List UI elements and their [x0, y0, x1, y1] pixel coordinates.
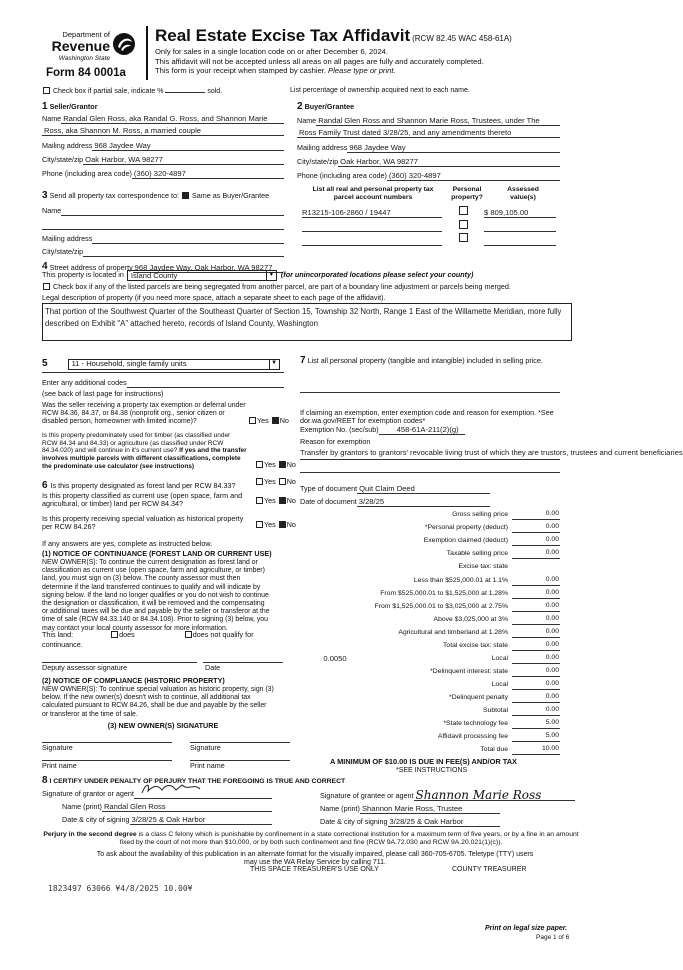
- sec6-q1-no-checkbox[interactable]: [279, 478, 286, 485]
- reason-line: Transfer by grantors to grantors' revocable living trust of which they are trustors, trustees and current beneficiaries: [300, 447, 560, 460]
- grantor-signature[interactable]: [134, 781, 272, 799]
- header-divider: [146, 26, 148, 80]
- seller-name-label: Name: [42, 114, 62, 124]
- seller-name-row: [42, 114, 284, 124]
- buyer-city-label: City/state/zip: [297, 157, 339, 167]
- doc-type-label: Type of document: [300, 484, 358, 494]
- grantee-sig-row: [320, 788, 575, 802]
- grantee-date-row: [320, 817, 500, 827]
- chevron-down-icon: ▼: [269, 359, 279, 370]
- assessed-h3: Assessed: [507, 186, 539, 193]
- use-code-row: [42, 358, 280, 370]
- t4-value[interactable]: 0.00: [512, 615, 560, 624]
- legal-label: Legal description of property (if you need more space, attach a separate sheet to each page of the affidavit).: [42, 293, 386, 302]
- calc-t1: [300, 576, 560, 586]
- t3-value[interactable]: 0.00: [512, 602, 560, 611]
- header-sub2: This affidavit will not be accepted unless all areas on all pages are fully and accurately completed.: [155, 56, 484, 66]
- header-sub3: [155, 66, 484, 76]
- sec5-q2b: If yes and the transfer involves multiple parcels with different classifications, complete the predominate use calculator (see instructions): [42, 447, 247, 470]
- t2-value[interactable]: 0.00: [512, 589, 560, 598]
- calc-t4: [300, 615, 560, 625]
- partial-sale-label: Check box if partial sale, indicate %: [52, 88, 164, 95]
- total-label: Total due: [480, 746, 508, 754]
- assessed-line-3[interactable]: [484, 245, 556, 246]
- sec5-q1-answers: [248, 417, 289, 426]
- sec6-n2-title: (2) NOTICE OF COMPLIANCE (HISTORIC PROPERTY): [42, 676, 225, 685]
- grantor-date-label: Date & city of signing: [62, 815, 130, 825]
- calc-local: [300, 654, 560, 664]
- partial-percent-input[interactable]: [165, 92, 205, 93]
- calc-personal: [300, 523, 560, 533]
- t4-label: Above $3,025,000 at 3%: [433, 616, 508, 624]
- taxable-value[interactable]: 0.00: [512, 549, 560, 558]
- partial-sold-label: sold.: [207, 88, 223, 95]
- seller-city-value[interactable]: Oak Harbor, WA 98277: [83, 155, 284, 165]
- personal-label: *Personal property (deduct): [424, 524, 508, 532]
- no-label: No: [286, 460, 296, 469]
- sec6-q3-yes-checkbox[interactable]: [256, 521, 263, 528]
- calc-delinq-local: [300, 680, 560, 690]
- personal-checkbox-3[interactable]: [459, 233, 468, 242]
- tech-label: *State technology fee: [443, 720, 508, 728]
- t1-value[interactable]: 0.00: [512, 576, 560, 585]
- ownership-note: List percentage of ownership acquired next to each name.: [290, 87, 470, 94]
- sec5-q2-yes-checkbox[interactable]: [256, 461, 263, 468]
- add-codes-input[interactable]: [127, 387, 284, 388]
- corr-city-label: City/state/zip: [42, 247, 84, 257]
- seller-name-line2[interactable]: Ross, aka Shannon M. Ross, a married couple: [42, 126, 284, 136]
- calc-total-state: [300, 641, 560, 651]
- this-land-label: This land:: [42, 630, 74, 639]
- alt-format-notice: To ask about the availability of this publication in an alternate format for the visually impaired, please call 360-705-6705. Teletype (TTY) users may use the WA Relay Service by calling 711.: [96, 851, 534, 867]
- no-label: No: [286, 520, 296, 529]
- buyer-phone-label: Phone (including area code): [297, 171, 387, 181]
- personal-checkbox-2[interactable]: [459, 220, 468, 229]
- calc-total: [300, 745, 560, 755]
- buyer-name-label: Name: [297, 116, 317, 126]
- excise-label: Excise tax: state: [458, 563, 508, 571]
- form-title: Real Estate Excise Tax Affidavit: [155, 26, 411, 45]
- calc-tech: [300, 719, 560, 729]
- gross-label: Gross selling price: [452, 511, 508, 519]
- personal-property-line[interactable]: [300, 392, 560, 393]
- legal-paper-note: Print on legal size paper.: [485, 925, 568, 932]
- seller-mail-label: Mailing address: [42, 141, 93, 151]
- sec5-q2: [42, 432, 247, 470]
- assessed-h3b: value(s): [510, 194, 536, 202]
- doc-type-row: [300, 484, 490, 494]
- dept-line3: Washington State: [58, 54, 110, 62]
- minimum-notice: A MINIMUM OF $10.00 IS DUE IN FEE(S) AND/OR TAX: [330, 757, 517, 766]
- assessed-line-2[interactable]: [484, 231, 556, 232]
- calc-t2: [300, 589, 560, 599]
- buyer-city-value[interactable]: Oak Harbor, WA 98277: [338, 157, 560, 167]
- no-label: No: [286, 496, 296, 505]
- sec5-q1-yes-checkbox[interactable]: [249, 417, 256, 424]
- buyer-name-row2: [297, 128, 560, 138]
- total-state-value[interactable]: 0.00: [512, 641, 560, 650]
- grantee-signature[interactable]: Shannon Marie Ross: [414, 790, 575, 801]
- deputy-date-label: Date: [205, 663, 221, 672]
- reason-label: Reason for exemption: [300, 437, 371, 446]
- doc-date-value[interactable]: 3/28/25: [357, 497, 490, 507]
- parcel-h1: List all real and personal property tax: [312, 186, 434, 193]
- calc-t3: [300, 602, 560, 612]
- continuance-label: continuance.: [42, 640, 83, 649]
- use-code-select[interactable]: [68, 359, 280, 370]
- buyer-name-line1[interactable]: Randal Glen Ross and Shannon Marie Ross, Trustees, under The: [316, 116, 560, 126]
- street-value[interactable]: 968 Jaydee Way, Oak Harbor, WA 98277: [133, 263, 283, 273]
- delinq-local-value[interactable]: 0.00: [512, 680, 560, 689]
- sec6-if-any: If any answers are yes, complete as instructed below.: [42, 539, 213, 548]
- seller-name-row2: [42, 126, 284, 136]
- delinq-state-value[interactable]: 0.00: [512, 667, 560, 676]
- buyer-num: 2: [297, 101, 303, 112]
- same-as-buyer-checkbox[interactable]: [182, 192, 189, 199]
- calc-agri: [300, 628, 560, 638]
- reason-line-2[interactable]: [300, 472, 560, 473]
- seller-city-label: City/state/zip: [42, 155, 84, 165]
- sec5-q1: Was the seller receiving a property tax exemption or deferral under RCW 84.36, 84.37, or 84.38 (nonprofit org., senior citizen or disabled person, homeowner with limited income)?: [42, 402, 246, 426]
- exempt-label: If claiming an exemption, enter exemption code and reason for exemption. *See dor.wa.gov/REET for exemption codes*: [300, 408, 554, 426]
- sig-label-2: Signature: [190, 743, 221, 752]
- use-code-value: 11 - Household, single family units: [71, 359, 187, 369]
- treasurer-stamp: 1823497 63066 ¥4/8/2025 10.00¥: [48, 884, 193, 893]
- sec6-n1-body: NEW OWNER(S): To continue the current designation as forest land or classification as current use (open space, farm and agriculture, or timber) land, you must sign on (3) below. The county assessor must then determine if the land transferred continues to qualify and will indicate by signing below. If the land no longer qualifies or you do not wish to continue the designation or classification, it will be removed and the compensating or additional taxes will be due and payable by the seller or transferor at the time of sale (RCW 84.33.140 or 84.34.108). Prior to signing (3) below, you may contact your local county assessor for more information.: [42, 559, 270, 632]
- sec6-q2-answers: [255, 497, 296, 506]
- delinq-pen-value[interactable]: 0.00: [512, 693, 560, 702]
- calc-exempt: [300, 536, 560, 546]
- local-value[interactable]: 0.00: [512, 654, 560, 663]
- sec6-n3-title: (3) NEW OWNER(S) SIGNATURE: [107, 721, 219, 730]
- yes-label: Yes: [264, 496, 276, 505]
- sec6-q1-yes-checkbox[interactable]: [256, 478, 263, 485]
- corr-mail-label: Mailing address: [42, 234, 93, 244]
- buyer-phone-row: [297, 171, 560, 181]
- grantor-date-value[interactable]: 3/28/25 & Oak Harbor: [130, 815, 272, 825]
- t2-label: From $525,000.01 to $1,525,000 at 1.28%: [380, 590, 508, 598]
- parcel-line-3[interactable]: [302, 245, 442, 246]
- form-number: Form 84 0001a: [46, 67, 126, 79]
- corr-blank-line: [42, 229, 284, 230]
- seller-header: [42, 101, 98, 113]
- sec7-num: 7: [300, 355, 306, 366]
- print-name-label-2: Print name: [190, 761, 225, 770]
- parcel-h1b: parcel account numbers: [333, 194, 413, 202]
- grantee-name-row: [320, 804, 500, 814]
- dor-swoosh-icon: [112, 32, 136, 56]
- add-codes-row: [42, 378, 284, 388]
- yes-label: Yes: [264, 460, 276, 469]
- exempt-no-value[interactable]: 458-61A-211(2)(g): [379, 425, 465, 435]
- header-sub3b: Please type or print.: [328, 66, 396, 76]
- calc-delinq-pen: [300, 693, 560, 703]
- sig-label-1: Signature: [42, 743, 73, 752]
- county-value: Island County: [130, 270, 178, 280]
- sec6-q2: Is this property classified as current use (open space, farm and agricultural, or timber) land per RCW 84.34?: [42, 491, 243, 509]
- land-does-checkbox[interactable]: [111, 631, 118, 638]
- buyer-header: [297, 101, 354, 113]
- treasurer-use: THIS SPACE TREASURER'S USE ONLY: [250, 866, 379, 873]
- subtotal-label: Subtotal: [483, 707, 508, 715]
- grantor-date-row: [62, 815, 272, 825]
- header-sub1: Only for sales in a single location code on or after December 6, 2024.: [155, 47, 389, 56]
- agri-value[interactable]: 0.00: [512, 628, 560, 637]
- grantee-date-label: Date & city of signing: [320, 817, 388, 827]
- seller-mail-value[interactable]: 968 Jaydee Way: [92, 141, 284, 151]
- legal-description-box[interactable]: That portion of the Southwest Quarter of the Southeast Quarter of Section 15, Township 32 North, Range 1 East of the Willamette Meridian, more fully described on Exhibit "A" attached hereto, records of Island County, Washington: [42, 303, 572, 341]
- buyer-phone-value[interactable]: (360) 320-4897: [387, 171, 560, 181]
- calc-taxable: [300, 549, 560, 559]
- doc-type-value[interactable]: Quit Claim Deed: [357, 484, 490, 494]
- sec6-num: 6: [42, 480, 48, 491]
- doc-date-row: [300, 497, 490, 507]
- sec5-q2a: Is this property predominately used for timber (as classified under RCW 84.34 and 84.33) or agriculture (as classified under RCW 84.34.020) and will continue in it's current use?: [42, 432, 231, 455]
- sec6-q3-no-checkbox[interactable]: [279, 521, 286, 528]
- street-label: Street address of property: [49, 263, 133, 273]
- sec5-q2-no-checkbox[interactable]: [279, 461, 286, 468]
- correspondence-label: Send all property tax correspondence to:: [49, 191, 180, 200]
- perjury-text: is a class C felony which is punishable by confinement in a state correctional institution for a maximum term of five years, or by a fine in an amount fixed by the court of not more than $10,000, or by both such confinement and fine (RCW 9A.72.030 and RCW 9A.20.021(1)(c)).: [119, 831, 579, 846]
- corr-mail-row: [42, 234, 284, 244]
- taxable-label: Taxable selling price: [446, 550, 508, 558]
- sec7-label: List all personal property (tangible and intangible) included in selling price.: [307, 356, 543, 365]
- buyer-title: Buyer/Grantee: [304, 102, 355, 111]
- sec6-q1: Is this property designated as forest land per RCW 84.33?: [50, 481, 236, 490]
- parcel-col-header: [300, 186, 446, 202]
- correspondence-header: [42, 190, 269, 202]
- sec6-q3: Is this property receiving special valuation as historical property per RCW 84.26?: [42, 514, 244, 532]
- calc-delinq-state: [300, 667, 560, 677]
- correspondence-num: 3: [42, 190, 48, 201]
- street-num: 4: [42, 261, 48, 272]
- corr-name-value[interactable]: [61, 215, 284, 216]
- sec6-n2-body: NEW OWNER(S): To continue special valuation as historic property, sign (3) below. If the new owner(s) doesn't wish to continue, all additional tax calculated pursuant to RCW 84.26, shall be due and payable by the seller or transferor at the time of sale.: [42, 686, 274, 718]
- buyer-mail-value[interactable]: 968 Jaydee Way: [347, 143, 560, 153]
- seller-title: Seller/Grantor: [49, 102, 98, 111]
- personal-col-header: [446, 186, 488, 202]
- subtotal-value[interactable]: 0.00: [512, 706, 560, 715]
- sec5-q1-no-checkbox[interactable]: [272, 417, 279, 424]
- use-code-underline: [42, 372, 284, 373]
- sec5-num: 5: [42, 358, 48, 369]
- personal-value[interactable]: 0.00: [512, 523, 560, 532]
- partial-sale-row: [42, 87, 222, 96]
- grantee-name-label: Name (print): [320, 804, 360, 814]
- add-codes-label: Enter any additional codes: [42, 378, 127, 388]
- proc-value[interactable]: 5.00: [512, 732, 560, 741]
- land-does-not-checkbox[interactable]: [185, 631, 192, 638]
- corr-city-value[interactable]: [83, 256, 284, 257]
- grantor-name-label: Name (print): [62, 802, 102, 812]
- agri-label: Agricultural and timberland at 1.28%: [398, 629, 508, 637]
- same-as-buyer-label: Same as Buyer/Grantee: [192, 191, 270, 200]
- seller-phone-value[interactable]: (360) 320-4897: [132, 169, 284, 179]
- delinq-pen-label: *Delinquent penalty: [449, 694, 508, 702]
- delinq-state-label: *Delinquent interest: state: [430, 668, 508, 676]
- seller-city-row: [42, 155, 284, 165]
- grantor-name-row: [62, 802, 272, 812]
- segregated-checkbox[interactable]: [43, 283, 50, 290]
- grantor-sig-row: [42, 789, 272, 799]
- t1-label: Less than $525,000.01 at 1.1%: [413, 577, 508, 585]
- no-label: No: [286, 477, 296, 486]
- exempt-no-row: [300, 425, 465, 435]
- segregated-row: [42, 283, 511, 292]
- sec8-num: 8: [42, 775, 48, 786]
- segregated-label: Check box if any of the listed parcels are being segregated from another parcel, are part of a boundary line adjustment or parcels being merged.: [53, 282, 511, 291]
- does-label: does: [119, 630, 135, 639]
- yes-label: Yes: [257, 416, 269, 425]
- assessed-value-1[interactable]: $ 809,105.00: [484, 208, 556, 218]
- exempt-no-label: Exemption No. (sec/sub): [300, 425, 379, 435]
- add-codes-note: (see back of last page for instructions): [42, 389, 164, 398]
- buyer-name-row: [297, 116, 560, 126]
- yes-label: Yes: [264, 520, 276, 529]
- buyer-mail-label: Mailing address: [297, 143, 348, 153]
- partial-sale-checkbox[interactable]: [43, 87, 50, 94]
- total-state-label: Total excise tax: state: [443, 642, 508, 650]
- sec6-n1-title: (1) NOTICE OF CONTINUANCE (FOREST LAND OR CURRENT USE): [42, 549, 272, 558]
- dept-line1: Department of: [62, 30, 110, 39]
- assessed-col-header: [490, 186, 556, 202]
- grantor-name-value[interactable]: Randal Glen Ross: [102, 802, 272, 812]
- calc-proc: [300, 732, 560, 742]
- calc-subtotal: [300, 706, 560, 716]
- corr-city-row: [42, 247, 284, 257]
- local-rate[interactable]: 0.0050: [323, 654, 347, 664]
- sec6-q1-answers: [255, 478, 296, 487]
- county-treasurer: COUNTY TREASURER: [452, 866, 527, 873]
- t3-label: From $1,525,000.01 to $3,025,000 at 2.75%: [374, 603, 508, 611]
- gross-value[interactable]: 0.00: [512, 510, 560, 519]
- yes-label: Yes: [264, 477, 276, 486]
- parcel-line-2[interactable]: [302, 231, 442, 232]
- form-rcw: (RCW 82.45 WAC 458-61A): [412, 34, 512, 43]
- county-note: (for unincorporated locations please select your county): [280, 270, 474, 280]
- page-number: Page 1 of 6: [536, 934, 570, 941]
- grantor-signature-scribble-icon: [136, 781, 216, 795]
- sec6-q2-no-checkbox[interactable]: [279, 497, 286, 504]
- personal-h2: Personal: [452, 186, 482, 193]
- certify-text: I CERTIFY UNDER PENALTY OF PERJURY THAT THE FOREGOING IS TRUE AND CORRECT: [49, 778, 346, 785]
- sec5-q2-answers: [255, 461, 296, 470]
- seller-phone-label: Phone (including area code): [42, 169, 132, 179]
- tech-value[interactable]: 5.00: [512, 719, 560, 728]
- grantor-sig-label: Signature of grantor or agent: [42, 789, 134, 799]
- sec6-q3-answers: [255, 521, 296, 530]
- county-select[interactable]: [127, 270, 277, 281]
- calc-gross: [300, 510, 560, 520]
- perjury-bold: Perjury in the second degree: [43, 831, 137, 838]
- dept-line2: Revenue: [51, 38, 110, 54]
- doc-date-label: Date of document: [300, 497, 357, 507]
- title-block: [155, 26, 512, 46]
- dor-logo: [50, 30, 130, 63]
- exempt-claimed-value[interactable]: 0.00: [512, 536, 560, 545]
- total-value[interactable]: 10.00: [512, 745, 560, 754]
- proc-label: Affidavit processing fee: [437, 733, 508, 741]
- land-qualify-row: [42, 631, 254, 640]
- seller-mail-row: [42, 141, 284, 151]
- buyer-mail-row: [297, 143, 560, 153]
- parcel-number-1[interactable]: R13215-106-2860 / 19447: [302, 208, 442, 218]
- personal-checkbox-1[interactable]: [459, 206, 468, 215]
- header-sub3a: This form is your receipt when stamped by cashier.: [155, 66, 329, 76]
- does-not-label: does not qualify for: [192, 630, 254, 639]
- sec6-q2-yes-checkbox[interactable]: [256, 497, 263, 504]
- sec7-label-row: [300, 355, 560, 368]
- reason-value[interactable]: [300, 447, 683, 460]
- grantee-name-value[interactable]: Shannon Marie Ross, Trustee: [360, 804, 500, 814]
- grantee-date-value[interactable]: 3/28/25 & Oak Harbor: [388, 817, 500, 827]
- exempt-claimed-label: Exemption claimed (deduct): [423, 537, 508, 545]
- seller-name-line1[interactable]: Randal Glen Ross, aka Randal G. Ross, and Shannon Marie: [61, 114, 284, 124]
- header-subtext: [155, 47, 484, 76]
- chevron-down-icon: ▼: [266, 270, 276, 281]
- deputy-label: Deputy assessor signature: [42, 663, 128, 672]
- corr-name-label: Name: [42, 206, 62, 216]
- no-label: No: [279, 416, 289, 425]
- perjury-notice: [42, 831, 580, 847]
- buyer-name-line2[interactable]: Ross Family Trust dated 3/28/25, and any amendments thereto: [297, 128, 560, 138]
- corr-name-row: [42, 206, 284, 216]
- personal-h2b: property?: [451, 194, 483, 202]
- calc-excise-head: [300, 562, 560, 572]
- corr-mail-value[interactable]: [92, 243, 284, 244]
- see-instructions: *SEE INSTRUCTIONS: [396, 767, 468, 774]
- buyer-city-row: [297, 157, 560, 167]
- seller-phone-row: [42, 169, 284, 179]
- county-row: [42, 270, 473, 281]
- delinq-local-label: Local: [491, 681, 508, 689]
- seller-num: 1: [42, 101, 48, 112]
- grantee-sig-label: Signature of grantee or agent: [320, 791, 414, 801]
- print-name-label-1: Print name: [42, 761, 77, 770]
- county-label: This property is located in: [42, 270, 124, 280]
- local-label: Local: [491, 655, 508, 663]
